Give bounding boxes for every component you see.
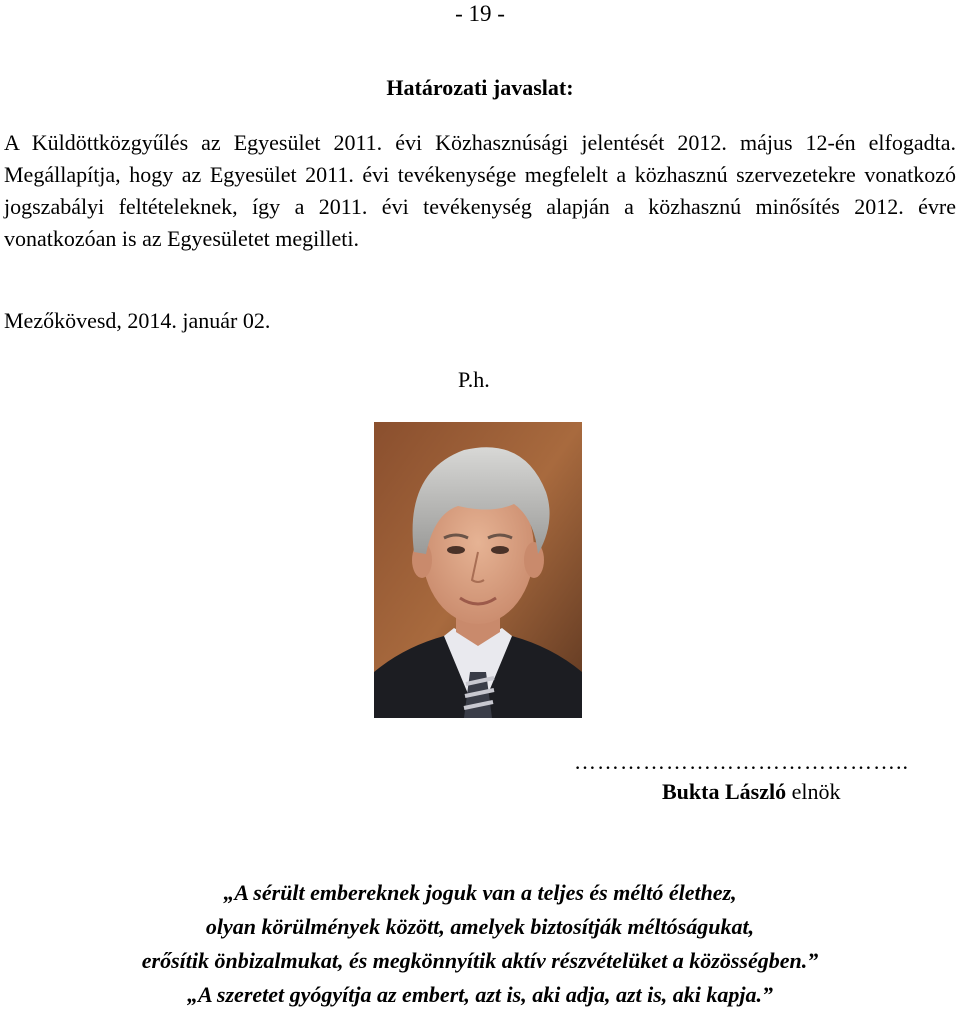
resolution-paragraph: A Küldöttközgyűlés az Egyesület 2011. évi Közhasznúsági jelentését 2012. május 12-én elfogadta. Megállapítja, hogy az Egyesület 2011. évi tevékenysége megfelelt a közhasznú szervezetekre vonatkozó jogszabályi feltételeknek, így a 2011. évi tevékenység alapján a közhasznú minősítés 2012. évre vonatkozóan is az Egyesületet megilleti. — [4, 130, 956, 251]
motto-line: „A szeretet gyógyítja az embert, azt is, aki adja, azt is, aki kapja.” — [186, 982, 774, 1007]
motto — [0, 876, 960, 1012]
motto-line: olyan körülmények között, amelyek biztosítják méltóságukat, — [205, 914, 755, 939]
place-date: Mezőkövesd, 2014. január 02. — [4, 308, 271, 333]
signer-name: Bukta László — [662, 779, 787, 804]
signature-dots: …………………………………….. — [574, 749, 909, 774]
signer-title: elnök — [791, 779, 841, 804]
seal-mark: P.h. — [458, 367, 490, 392]
page-number: - 19 - — [455, 1, 505, 26]
signer-block — [662, 778, 840, 806]
resolution-heading: Határozati javaslat: — [386, 75, 574, 100]
motto-line: erősítik önbizalmukat, és megkönnyítik aktív részvételüket a közösségben.” — [141, 948, 819, 973]
portrait-photo — [374, 422, 582, 718]
motto-line: „A sérült embereknek joguk van a teljes és méltó élethez, — [223, 880, 737, 905]
